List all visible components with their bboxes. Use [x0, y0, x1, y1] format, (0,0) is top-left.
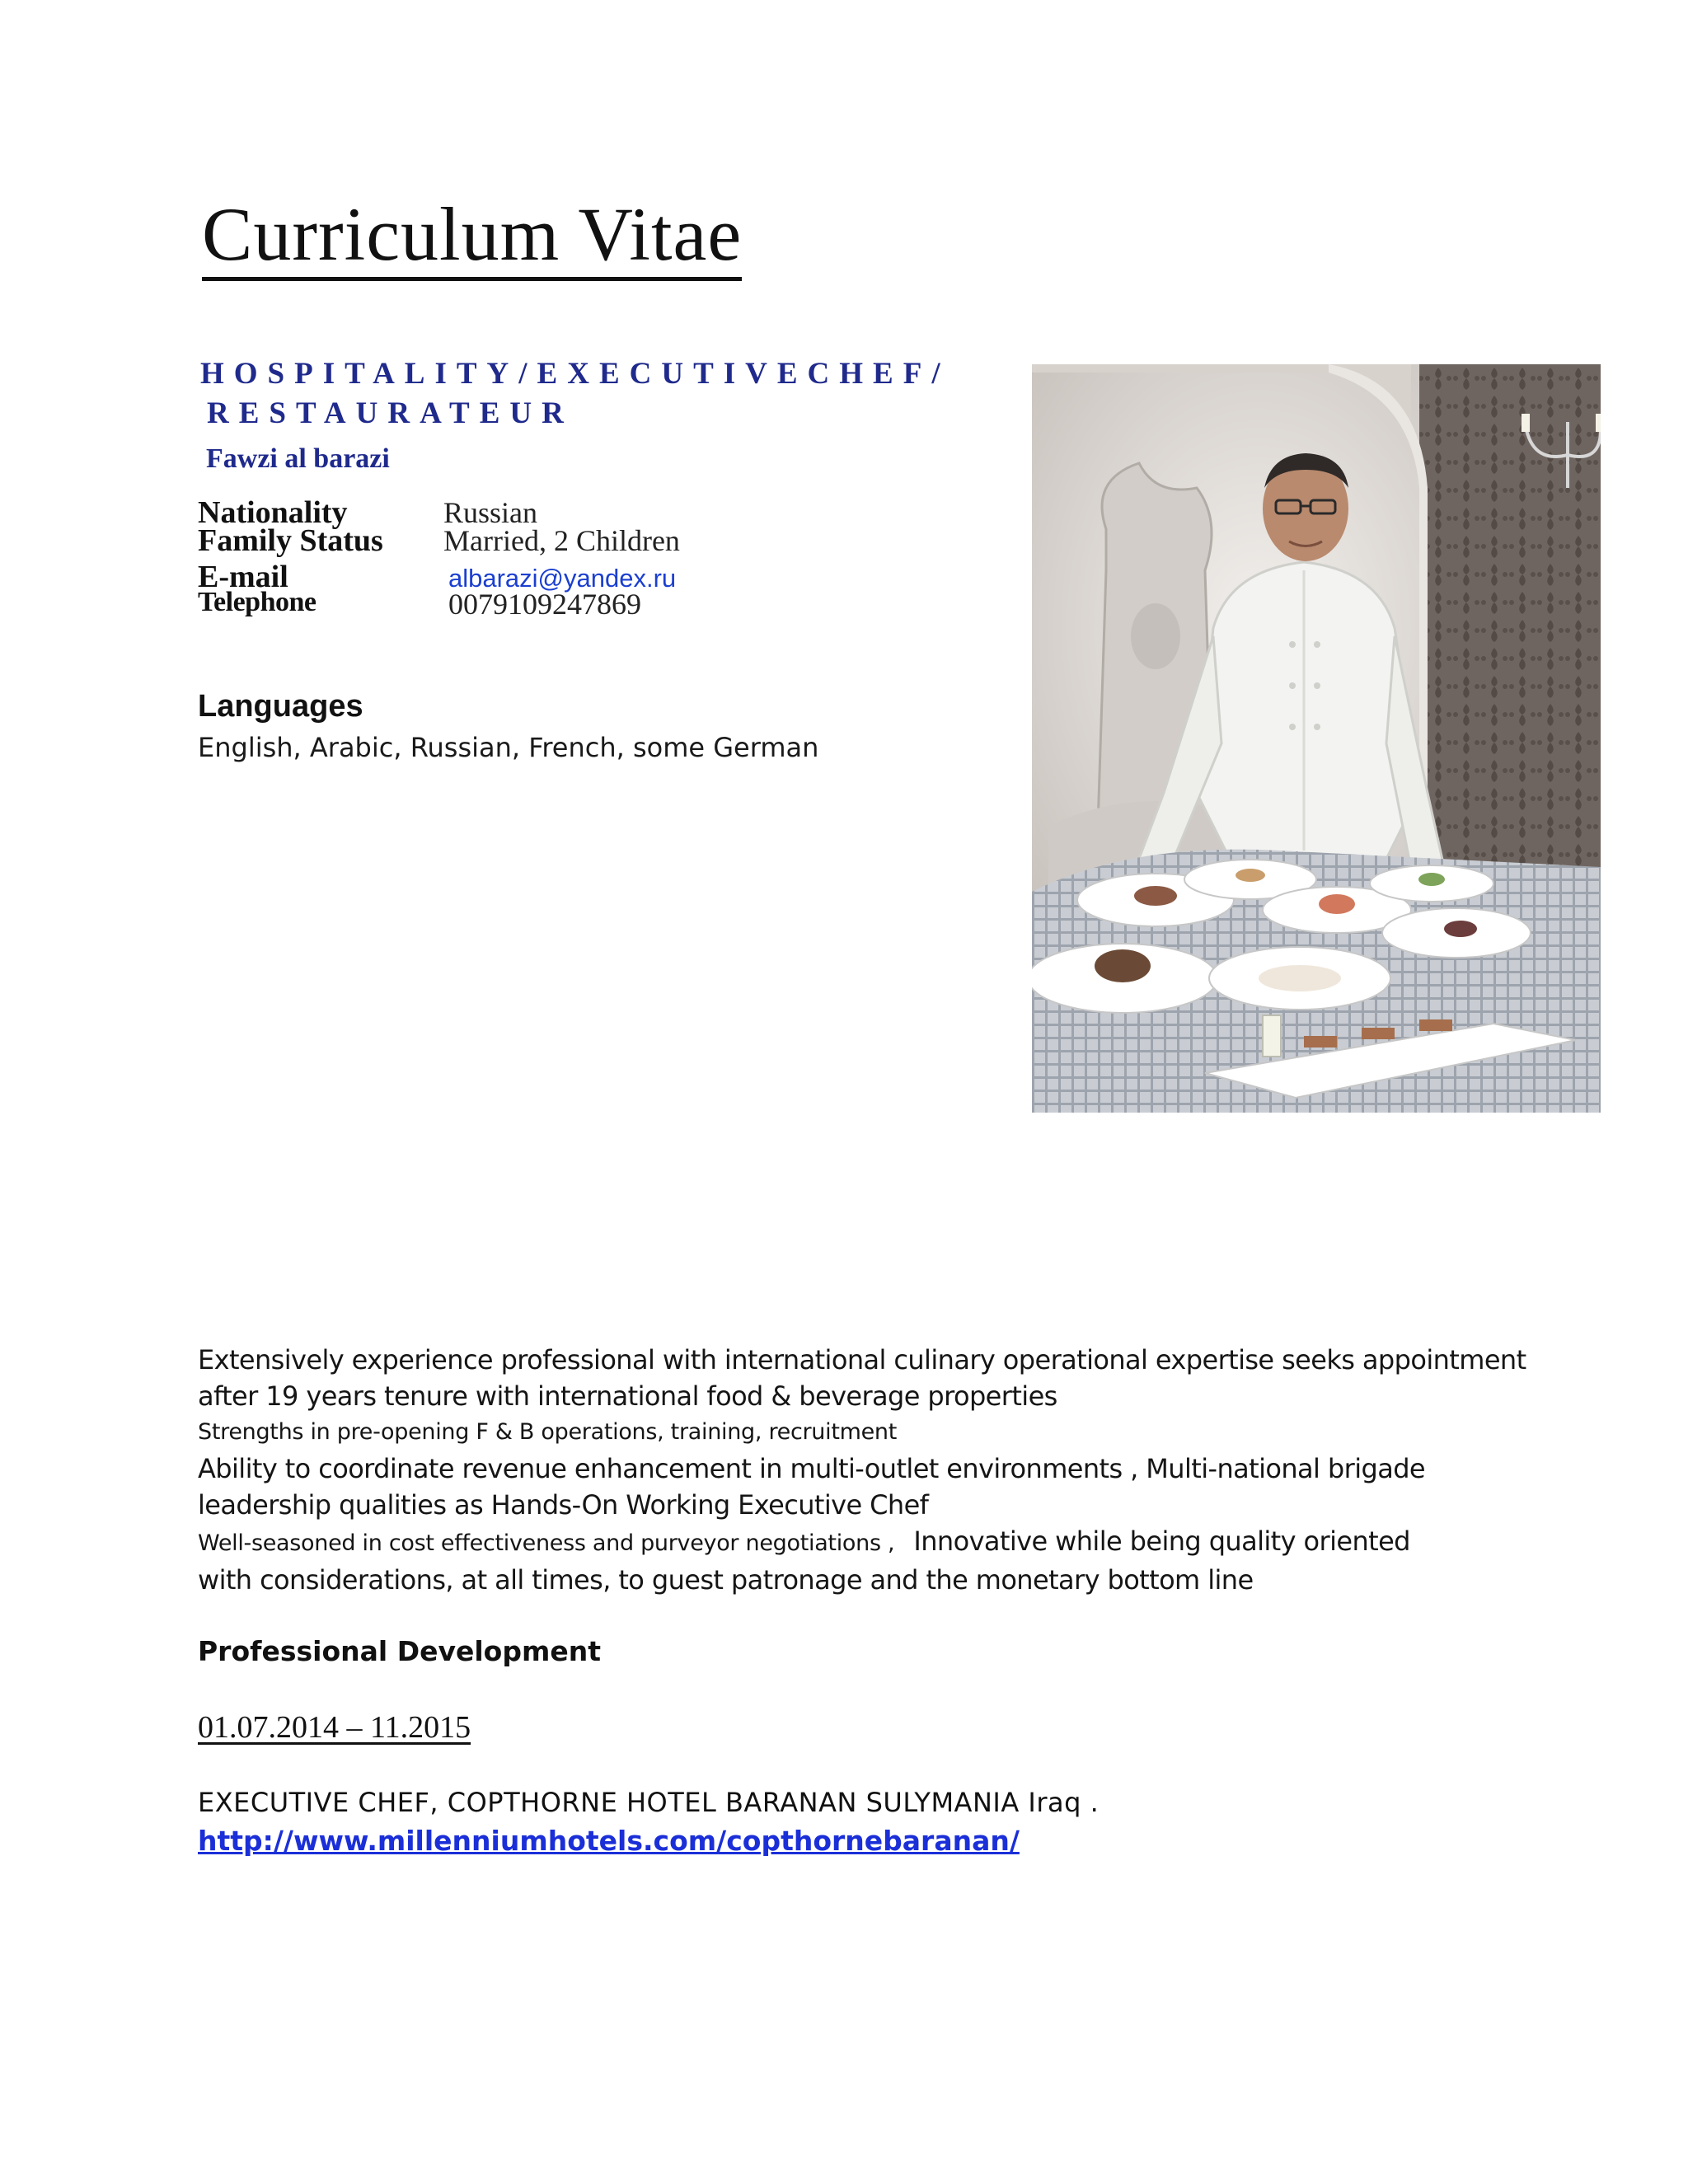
summary-line-2: after 19 years tenure with international food & beverage properties [198, 1380, 1057, 1412]
employment-period: 01.07.2014 – 11.2015 [198, 1710, 471, 1745]
languages-list: English, Arabic, Russian, French, some German [198, 732, 819, 763]
candidate-name: Fawzi al barazi [206, 443, 390, 474]
summary-line-6a: Well-seasoned in cost effectiveness and purveyor negotiations , [198, 1530, 895, 1556]
telephone-value: 0079109247869 [448, 588, 641, 621]
telephone-label: Telephone [198, 587, 316, 617]
summary-line-5: leadership qualities as Hands-On Working Executive Chef [198, 1489, 929, 1521]
nationality-value: Russian [443, 496, 538, 529]
summary-line-6b: Innovative while being quality oriented [913, 1526, 1410, 1557]
summary-line-6 [198, 1523, 1533, 1562]
summary-line-4: Ability to coordinate revenue enhancement in multi-outlet environments , Multi-national brigade [198, 1453, 1426, 1484]
family-status-value: Married, 2 Children [443, 524, 680, 557]
summary-line-7: with considerations, at all times, to guest patronage and the monetary bottom line [198, 1564, 1254, 1596]
family-status-label: Family Status [198, 523, 383, 558]
email-label: E-mail [198, 560, 288, 594]
summary-line-3: Strengths in pre-opening F & B operations, training, recruitment [198, 1419, 898, 1445]
professional-headline [200, 354, 950, 434]
summary-line-1: Extensively experience professional with international culinary operational expertise seeks appointment [198, 1344, 1526, 1376]
email-link[interactable]: albarazi@yandex.ru [448, 564, 677, 593]
professional-development-heading: Professional Development [198, 1635, 602, 1667]
nationality-label: Nationality [198, 495, 348, 530]
hotel-website-link[interactable]: http://www.millenniumhotels.com/copthornebaranan/ [198, 1825, 1020, 1857]
professional-summary [198, 1342, 1533, 1598]
job-position: EXECUTIVE CHEF, COPTHORNE HOTEL BARANAN SULYMANIA Iraq . [198, 1787, 1100, 1818]
document-title: Curriculum Vitae [202, 196, 742, 281]
headline-line-2: RESTAURATEUR [207, 396, 574, 430]
chef-photo [1032, 364, 1601, 1113]
headline-line-1: HOSPITALITY/EXECUTIVECHEF/ [200, 357, 950, 391]
languages-heading: Languages [198, 689, 363, 724]
